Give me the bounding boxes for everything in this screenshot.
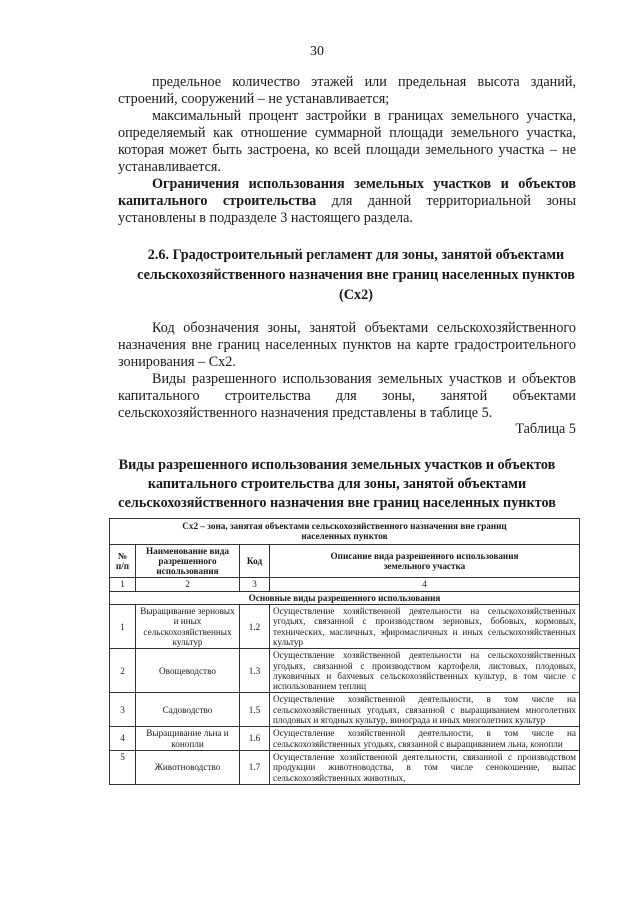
table-row <box>110 605 580 649</box>
row-name: Овощеводство <box>136 649 240 693</box>
table-label: Таблица 5 <box>515 421 576 437</box>
row-name: Выращивание зерновых и иных сельскохозяйственных культур <box>136 605 240 649</box>
restrictions-bold-text: Ограничения использования земельных участков и объектов капитального строительства <box>118 176 576 209</box>
row-num: 4 <box>110 727 136 751</box>
row-name: Садоводство <box>136 693 240 727</box>
row-code: 1.3 <box>240 649 270 693</box>
section-body <box>118 320 576 422</box>
table-row <box>110 750 580 784</box>
section-title: 2.6. Градостроительный регламент для зоны, занятой объектами сельскохозяйственного назначения вне границ населенных пунктов (Сх2) <box>137 247 575 303</box>
row-name: Выращивание льна и конопли <box>136 727 240 751</box>
row-name: Животноводство <box>136 750 240 784</box>
usage-types-paragraph: Виды разрешенного использования земельных участков и объектов капитального строительства для зоны, занятой объектами сельскохозяйственного назначения представлены в таблице 5. <box>118 371 576 421</box>
header-name: Наименование вида разрешенного использования <box>136 544 240 578</box>
table-row <box>110 693 580 727</box>
header-desc: Описание вида разрешенного использования земельного участка <box>270 544 580 578</box>
table-title: Виды разрешенного использования земельных участков и объектов капитального строительства для зоны, занятой объектами сельскохозяйственного назначения вне границ населенных пунктов <box>118 457 556 511</box>
header-code: Код <box>240 544 270 578</box>
row-num: 5 <box>110 750 136 784</box>
column-number-row <box>110 578 580 591</box>
row-num: 3 <box>110 693 136 727</box>
column-number: 1 <box>110 578 136 591</box>
column-number: 4 <box>270 578 580 591</box>
row-code: 1.5 <box>240 693 270 727</box>
column-number: 2 <box>136 578 240 591</box>
column-number: 3 <box>240 578 270 591</box>
row-desc: Осуществление хозяйственной деятельности на сельскохозяйственных угодьях, связанной с производством картофеля, листовых, плодовых, луковичных и бахчевых сельскохозяйственных культур, в том числе с использованием теплиц <box>270 649 580 693</box>
row-desc: Осуществление хозяйственной деятельности, в том числе на сельскохозяйственных угодьях, связанной с выращиванием многолетних плодовых и ягодных культур, винограда и иных многолетних культур <box>270 693 580 727</box>
section-row <box>110 591 580 604</box>
restrictions-rest-text: для данной территориальной зоны установлены в подразделе 3 настоящего раздела. <box>118 193 576 226</box>
column-header-row <box>110 544 580 578</box>
intro-paragraph-floors: предельное количество этажей или предельная высота зданий, строений, сооружений – не устанавливается; <box>118 74 576 107</box>
zone-code-paragraph: Код обозначения зоны, занятой объектами сельскохозяйственного назначения вне границ населенных пунктов на карте градостроительного зонирования – Сх2. <box>118 320 576 370</box>
section-row-cell: Основные виды разрешенного использования <box>110 591 580 604</box>
zone-header-row <box>110 519 580 545</box>
row-num: 2 <box>110 649 136 693</box>
header-num: № п/п <box>110 544 136 578</box>
intro-section <box>118 74 576 227</box>
usage-table <box>109 518 580 785</box>
zone-header-cell: Сх2 – зона, занятая объектами сельскохозяйственного назначения вне границ населенных пунктов <box>110 519 580 545</box>
table-row <box>110 727 580 751</box>
row-num: 1 <box>110 605 136 649</box>
row-desc: Осуществление хозяйственной деятельности, в том числе на сельскохозяйственных угодьях, связанной с выращиванием льна, конопли <box>270 727 580 751</box>
row-code: 1.2 <box>240 605 270 649</box>
table-row <box>110 649 580 693</box>
page-number: 30 <box>310 44 324 59</box>
row-code: 1.7 <box>240 750 270 784</box>
intro-paragraph-building-percent: максимальный процент застройки в границах земельного участка, определяемый как отношение суммарной площади земельного участка, которая может быть застроена, ко всей площади земельного участка – не устанавливается. <box>118 108 576 175</box>
row-desc: Осуществление хозяйственной деятельности на сельскохозяйственных угодьях, связанной с производством зерновых, бобовых, кормовых, технических, масличных, эфиромасличных и иных сельскохозяйственных культур <box>270 605 580 649</box>
intro-paragraph-restrictions <box>118 176 576 227</box>
row-code: 1.6 <box>240 727 270 751</box>
row-desc: Осуществление хозяйственной деятельности, связанной с производством продукции животноводства, в том числе сенокошение, выпас сельскохозяйственных животных, <box>270 750 580 784</box>
